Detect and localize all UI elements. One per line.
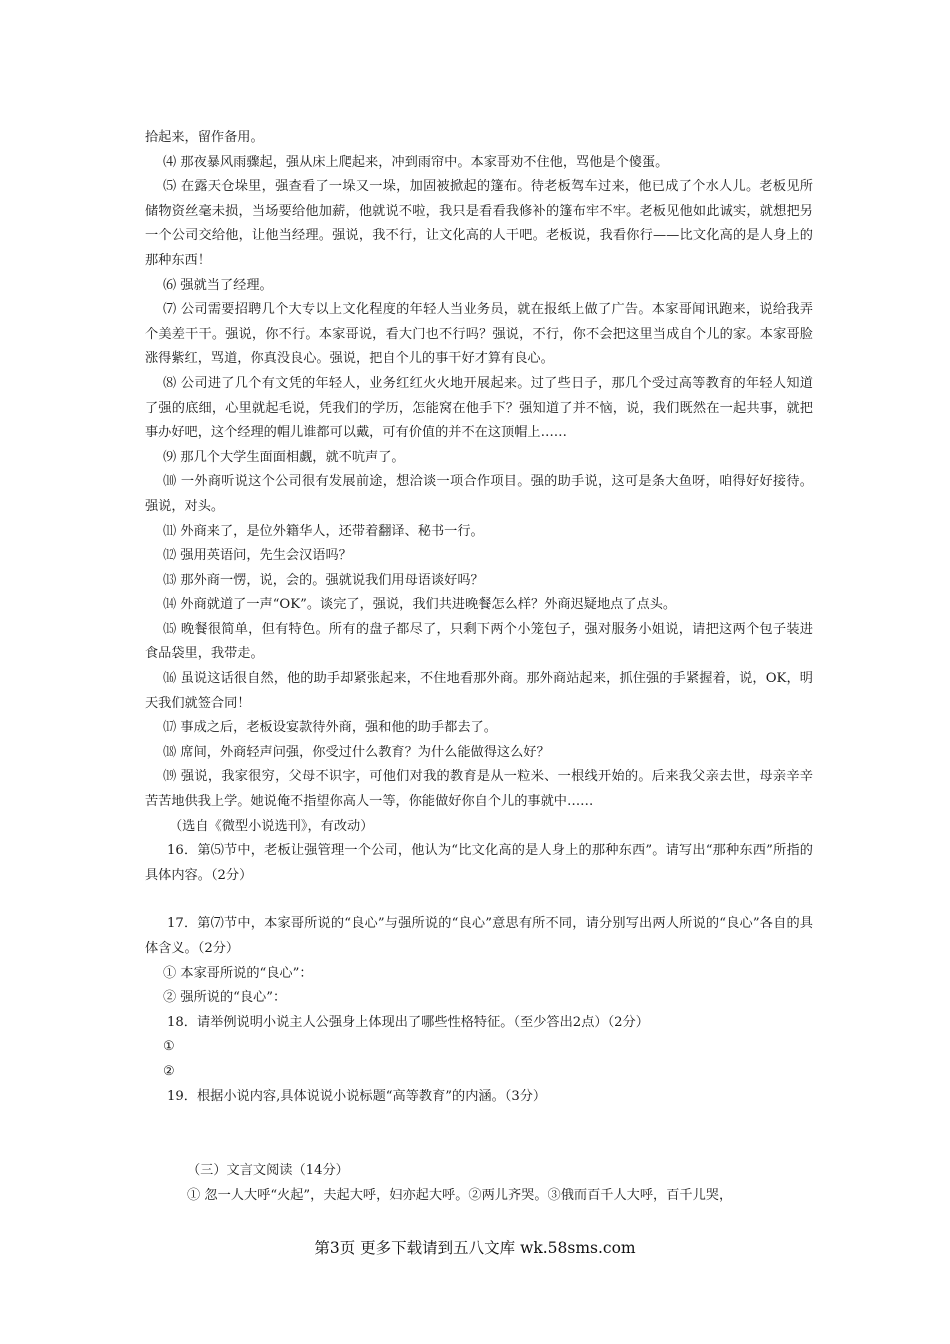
question-18: 18．请举例说明小说主人公强身上体现出了哪些性格特征。（至少答出2点）（2分） [167,1014,649,1030]
answer-space-16 [145,888,813,912]
paragraph-5: ⑸ 在露天仓垛里，强查看了一垛又一垛，加固被掀起的篷布。待老板驾车过来，他已成了个水人儿。老板见所储物资丝毫未损，当场要给他加薪，他就说不啦，我只是看看我修补的篷布牢不牢。老板见他如此诚实，就想把另一个公司交给他，让他当经理。强说，我不行，让文化高的人干吧。老板说，我看你行——比文化高的是人身上的那种东西！ [145,179,813,268]
page-footer: 第3页 更多下载请到五八文库 wk.58sms.com [314,1239,636,1257]
question-17-item-1: ① 本家哥所说的“良心”： [163,965,313,981]
question-17-item-2: ② 强所说的“良心”： [163,990,287,1006]
paragraph-4: ⑷ 那夜暴风雨骤起，强从床上爬起来，冲到雨帘中。本家哥劝不住他，骂他是个傻蛋。 [163,154,669,170]
question-18-item-1: ① [163,1039,175,1055]
paragraph-7: ⑺ 公司需要招聘几个大专以上文化程度的年轻人当业务员，就在报纸上做了广告。本家哥闻讯跑来，说给我弄个美差干干。强说，你不行。本家哥说，看大门也不行吗？强说，不行，你不会把这里当成自个儿的家。本家哥脸涨得紫红，骂道，你真没良心。强说，把自个儿的事干好才算有良心。 [145,302,813,367]
paragraph-11: ⑾ 外商来了，是位外籍华人，还带着翻译、秘书一行。 [163,523,484,539]
question-17: 17．第⑺节中，本家哥所说的“良心”与强所说的“良心”意思有所不同，请分别写出两人所说的“良心”各自的具体含义。（2分） [145,916,813,956]
document-body [145,126,813,1208]
paragraph-13: ⒀ 那外商一愣，说，会的。强就说我们用母语谈好吗？ [163,572,484,588]
paragraph-14: ⒁ 外商就道了一声“OK”。谈完了，强说，我们共进晚餐怎么样？外商迟疑地点了点头。 [163,597,677,613]
question-19: 19．根据小说内容,具体说说小说标题“高等教育”的内涵。（3分） [167,1088,547,1104]
paragraph-10: ⑽ 一外商听说这个公司很有发展前途，想洽谈一项合作项目。强的助手说，这可是条大鱼呀，咱得好好接待。强说，对头。 [145,474,813,514]
question-16: 16．第⑸节中，老板让强管理一个公司，他认为“比文化高的是人身上的那种东西”。请写出“那种东西”所指的具体内容。（2分） [145,843,813,883]
paragraph-15: ⒂ 晚餐很简单，但有特色。所有的盘子都尽了，只剩下两个小笼包子，强对服务小姐说，请把这两个包子装进食品袋里，我带走。 [145,621,813,662]
paragraph-16: ⒃ 虽说这话很自然，他的助手却紧张起来，不住地看那外商。那外商站起来，抓住强的手紧握着，说，OK，明天我们就签合同！ [145,671,813,711]
answer-space-19 [145,1109,813,1159]
source-note: （选自《微型小说选刊》，有改动） [169,818,374,834]
paragraph-8: ⑻ 公司进了几个有文凭的年轻人，业务红红火火地开展起来。过了些日子，那几个受过高等教育的年轻人知道了强的底细，心里就起毛说，凭我们的学历，怎能窝在他手下？强知道了并不恼，说，我们既然在一起共事，就把事办好吧，这个经理的帽儿谁都可以戴，可有价值的并不在这顶帽上…… [145,375,813,441]
question-18-item-2: ② [163,1063,175,1079]
paragraph-17: ⒄ 事成之后，老板设宴款待外商，强和他的助手都去了。 [163,720,497,736]
paragraph-3-end: 拾起来，留作备用。 [145,130,264,145]
paragraph-19: ⒆ 强说，我家很穷，父母不识字，可他们对我的教育是从一粒米、一根线开始的。后来我父亲去世，母亲辛辛苦苦地供我上学。她说俺不指望你高人一等，你能做好你自个儿的事就中…… [145,769,813,810]
paragraph-9: ⑼ 那几个大学生面面相觑，就不吭声了。 [163,449,405,465]
section-3-text: ① 忽一人大呼“火起”，夫起大呼，妇亦起大呼。②两儿齐哭。③俄而百千人大呼，百千儿哭， [187,1187,733,1203]
paragraph-12: ⑿ 强用英语问，先生会汉语吗？ [163,548,352,564]
paragraph-6: ⑹ 强就当了经理。 [163,277,273,293]
section-3-title: （三）文言文阅读（14分） [187,1163,349,1179]
paragraph-18: ⒅ 席间，外商轻声问强，你受过什么教育？为什么能做得这么好？ [163,744,550,760]
